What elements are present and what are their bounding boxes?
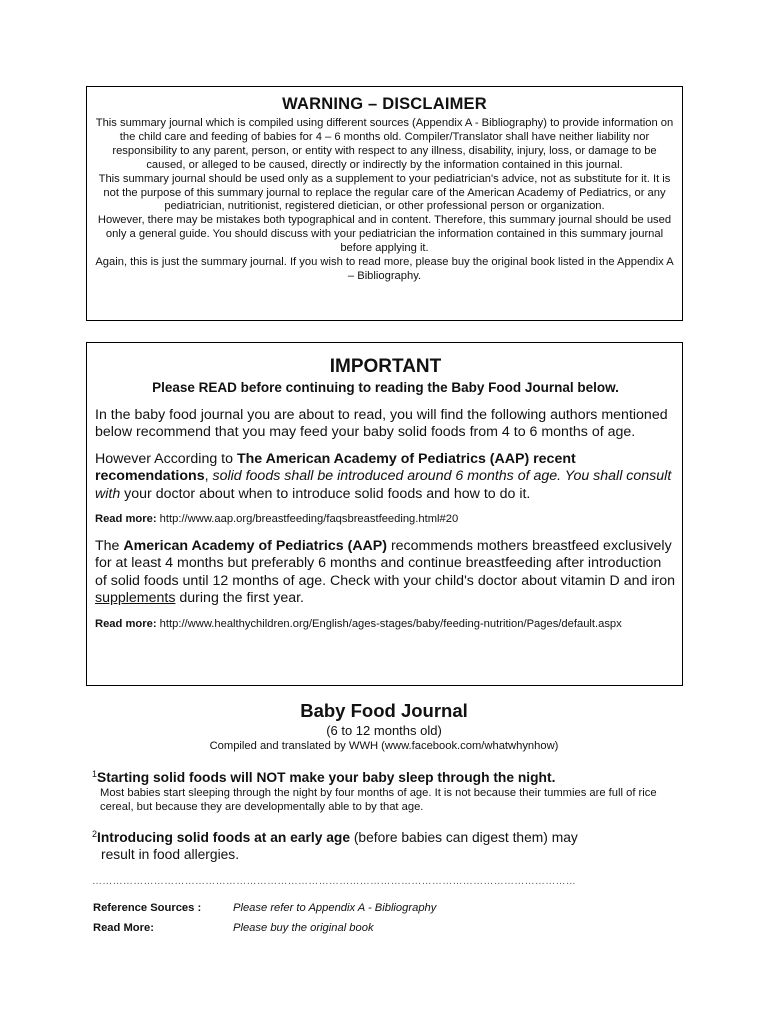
read-more-label-1: Read more: bbox=[95, 513, 157, 526]
read-more-1 bbox=[95, 512, 676, 526]
important-box bbox=[86, 342, 683, 686]
read-more-label-2: Read more: bbox=[95, 617, 157, 630]
journal-point-1 bbox=[92, 766, 682, 814]
journal-point-2 bbox=[92, 826, 682, 863]
aap-bf-text-e: during the first year. bbox=[175, 590, 304, 607]
journal-credit: Compiled and translated by WWH (www.facebook.com/whatwhynhow) bbox=[209, 740, 559, 752]
point-1-body: Most babies start sleeping through the night by four months of age. It is not because their tummies are full of rice cereal, but because they are developmentally able to by that age. bbox=[100, 787, 657, 813]
aap-rec-org: The American Academy of Pediatrics (AAP) recent recomendations bbox=[95, 450, 576, 485]
point-2-continuation: result in food allergies. bbox=[101, 847, 240, 862]
point-2-number: 2 bbox=[92, 829, 98, 839]
aap-bf-org: American Academy of Pediatrics (AAP) bbox=[123, 538, 387, 555]
aap-bf-text-a: The bbox=[95, 538, 124, 555]
supplements-link[interactable]: supplements bbox=[95, 590, 176, 607]
aap-rec-italic: solid foods shall be introduced around 6 months of age. You shall consult with bbox=[95, 468, 672, 502]
reference-read-more-label: Read More: bbox=[93, 922, 154, 934]
aap-recommendation-paragraph bbox=[95, 451, 676, 503]
aap-breastfeed-paragraph bbox=[95, 538, 676, 608]
reference-read-more bbox=[93, 921, 374, 935]
reference-sources-value: Please refer to Appendix A - Bibliography bbox=[233, 902, 437, 914]
important-title: IMPORTANT bbox=[329, 356, 442, 377]
point-2-heading-rest: (before babies can digest them) may bbox=[350, 830, 578, 845]
disclaimer-paragraph-1: This summary journal which is compiled using different sources (Appendix A - Bibliography) to provide information on the child care and feeding of babies for 4 – 6 months old. Compiler/Translator shall have neither liability nor responsibility to any parent, person, or entity with respect to any illness, disability, injury, loss, or damage to be caused, or alleged to be caused, directly or indirectly by the information contained in this journal. bbox=[95, 117, 674, 171]
aap-rec-text-c: , bbox=[204, 468, 213, 485]
healthychildren-link[interactable]: http://www.healthychildren.org/English/ages-stages/baby/feeding-nutrition/Pages/default.aspx bbox=[156, 617, 622, 630]
point-1-heading: Starting solid foods will NOT make your baby sleep through the night. bbox=[97, 770, 556, 785]
point-2-heading: Introducing solid foods at an early age bbox=[97, 830, 350, 845]
disclaimer-box bbox=[86, 86, 683, 321]
dotted-separator: …………………………………………………………………………………………………………………………… bbox=[92, 876, 577, 887]
important-intro: In the baby food journal you are about to read, you will find the following authors mentioned below recommend that you may feed your baby solid foods from 4 to 6 months of age. bbox=[95, 407, 668, 441]
reference-sources-label: Reference Sources : bbox=[93, 902, 202, 914]
reference-read-more-value: Please buy the original book bbox=[233, 922, 374, 934]
aap-bf-text-c: recommends mothers breastfeed exclusively for at least 4 months but preferably 6 months and continue breastfeeding after introduction of solid foods until 12 months of age. Check with your child's doctor about vitamin D and iron bbox=[95, 538, 675, 589]
aap-rec-text-a: However According to bbox=[95, 450, 237, 467]
disclaimer-paragraph-2: This summary journal should be used only as a supplement to your pediatrician's advice, not as substitute for it. It is not the purpose of this summary journal to replace the regular care of the American Academy of Pediatrics, or any pediatrician, nutritionist, registered dietician, or other professional person or organization. bbox=[98, 172, 671, 213]
journal-subtitle: (6 to 12 months old) bbox=[326, 723, 442, 738]
point-1-number: 1 bbox=[92, 769, 98, 779]
reference-sources bbox=[93, 901, 436, 915]
disclaimer-title: WARNING – DISCLAIMER bbox=[282, 95, 487, 113]
aap-faq-link[interactable]: http://www.aap.org/breastfeeding/faqsbreastfeeding.html#20 bbox=[156, 513, 459, 526]
read-more-2 bbox=[95, 617, 676, 631]
disclaimer-paragraph-3: However, there may be mistakes both typographical and in content. Therefore, this summary journal should be used only a general guide. You should discuss with your pediatrician the information contained in this summary journal before applying it. bbox=[97, 214, 672, 255]
journal-title: Baby Food Journal bbox=[300, 700, 468, 721]
important-subtitle: Please READ before continuing to reading the Baby Food Journal below. bbox=[152, 380, 619, 395]
aap-rec-text-e: your doctor about when to introduce solid foods and how to do it. bbox=[120, 485, 531, 502]
disclaimer-paragraph-4: Again, this is just the summary journal. If you wish to read more, please buy the original book listed in the Appendix A – Bibliography. bbox=[95, 256, 674, 282]
